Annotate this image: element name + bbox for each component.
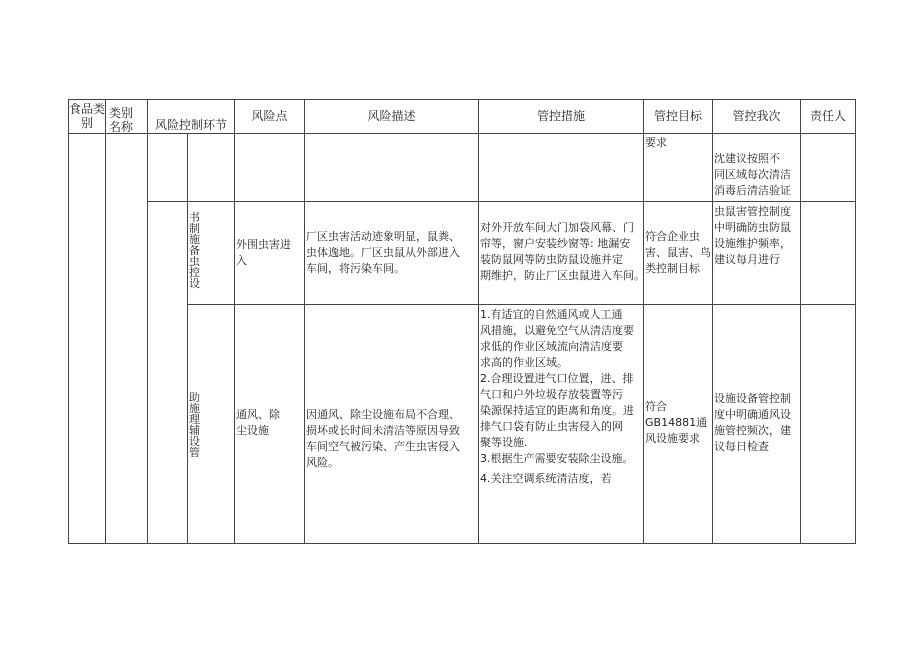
grid-line (712, 99, 713, 544)
cell-line: 消毒后清洁验证 (714, 184, 791, 197)
risk-description-cell (306, 407, 460, 471)
grid-line (304, 99, 305, 544)
risk-description-cell (306, 229, 460, 277)
cell-line: 入 (236, 254, 247, 267)
cell-line: 建议每月进行 (714, 253, 780, 266)
cell-line: 对外开放车间大门加袋风幕、门 (480, 221, 634, 234)
cell-line: 因通风、除尘设施布局不合理、 (306, 408, 460, 421)
cell-line: 虫体逸地。厂区虫鼠从外部进入 (306, 246, 460, 259)
header-risk-point: 风险点 (251, 109, 288, 123)
cell-line: 1.有适宜的自然通风或人工通 (480, 308, 623, 321)
grid-line (68, 99, 856, 100)
cell-line: 车间空气被污染、产生虫害侵入 (306, 440, 460, 453)
cell-line: 求高的作业区域。 (480, 356, 568, 369)
header-control-target: 管控目标 (653, 109, 702, 123)
cell-line: GB14881通 (645, 416, 708, 429)
cell-line: 符合 (645, 400, 667, 413)
cell-line: 风设施要求 (645, 432, 700, 445)
cell-line: 风险。 (306, 456, 339, 469)
control-measures-cell (480, 307, 634, 487)
cell-line: 中明确防虫防鼠 (714, 221, 791, 234)
grid-line (147, 201, 856, 202)
control-frequency-cell (714, 151, 791, 199)
cell-line: 尘设施 (236, 424, 269, 437)
grid-line (68, 99, 69, 544)
cell-line: 聚等设施. (480, 436, 528, 449)
cell-line: 虫鼠害管控制度 (714, 205, 791, 218)
header-risk-control-link: 风险控制环节 (154, 118, 227, 132)
cell-line: 设施维护频率， (714, 237, 791, 250)
cell-line: 议每日检查 (714, 440, 769, 453)
grid-line (105, 99, 106, 544)
cell-line: 同区域每次清洁 (714, 168, 791, 181)
cell-line: 气口和户外垃圾存放装置等污 (480, 388, 623, 401)
grid-line (800, 99, 801, 544)
grid-line (147, 99, 148, 544)
cell-line: 损坏或长时间未清洁等原因导致 (306, 424, 460, 437)
cell-line: 施管控频次，建 (714, 424, 791, 437)
cell-line: 沈建议按照不 (714, 152, 780, 165)
cell-line: 装防鼠网等防虫防鼠设施并定 (480, 253, 623, 266)
cell-line: 求低的作业区域流向清洁度要 (480, 340, 623, 353)
header-control-frequency: 管控我次 (732, 109, 781, 123)
header-responsible-person: 责任人 (809, 109, 846, 123)
control-measures-cell (480, 220, 645, 284)
cell-line: 害、鼠害、鸟 (645, 246, 711, 259)
cell-line: 排气口袋有防止虫害侵入的网 (480, 420, 623, 433)
risk-link-vertical-label: 书制施备虫控设 (189, 211, 200, 290)
grid-line (187, 304, 856, 305)
grid-line (643, 99, 644, 544)
cell-line: 车间，将污染车间。 (306, 262, 405, 275)
header-food-category: 食品类别 (69, 102, 106, 130)
cell-line: 设施设备管控制 (714, 392, 791, 405)
control-frequency-cell (714, 391, 791, 455)
header-category-name: 类别名称 (108, 106, 133, 134)
risk-point-cell (236, 407, 280, 439)
control-target-cell (645, 399, 707, 447)
cell-line: 符合企业虫 (645, 230, 700, 243)
header-risk-description: 风险描述 (367, 109, 416, 123)
cell-line: 厂区虫害活动迹象明显，鼠粪、 (306, 230, 460, 243)
cell-line: 帘等，窗户安装纱窗等: 地漏安 (480, 237, 631, 250)
cell-line: 通风、除 (236, 408, 280, 421)
control-frequency-cell (714, 204, 791, 268)
risk-link-vertical-label: 助施理辅设管 (189, 391, 200, 459)
cell-line: 2.合理设置进气口位置，进、排 (480, 372, 634, 385)
grid-line (234, 99, 235, 544)
header-control-measures: 管控措施 (536, 109, 585, 123)
control-target-cell (645, 135, 667, 151)
cell-line: 4.关注空调系统清洁度，若 (480, 472, 612, 485)
risk-point-cell (236, 237, 291, 269)
cell-line: 3.根据生产需要安装除尘设施。 (480, 452, 634, 465)
grid-line (187, 133, 188, 544)
cell-line: 染源保持适宜的距离和角度。进 (480, 404, 634, 417)
cell-line: 外围虫害进 (236, 238, 291, 251)
grid-line (855, 99, 856, 544)
cell-line: 期维护，防止厂区虫鼠进入车间。 (480, 269, 645, 282)
grid-line (478, 99, 479, 544)
cell-line: 要求 (645, 136, 667, 149)
cell-line: 度中明确通风设 (714, 408, 791, 421)
cell-line: 类控制目标 (645, 262, 700, 275)
control-target-cell (645, 229, 711, 277)
cell-line: 风措施，以避免空气从清洁度要 (480, 324, 634, 337)
